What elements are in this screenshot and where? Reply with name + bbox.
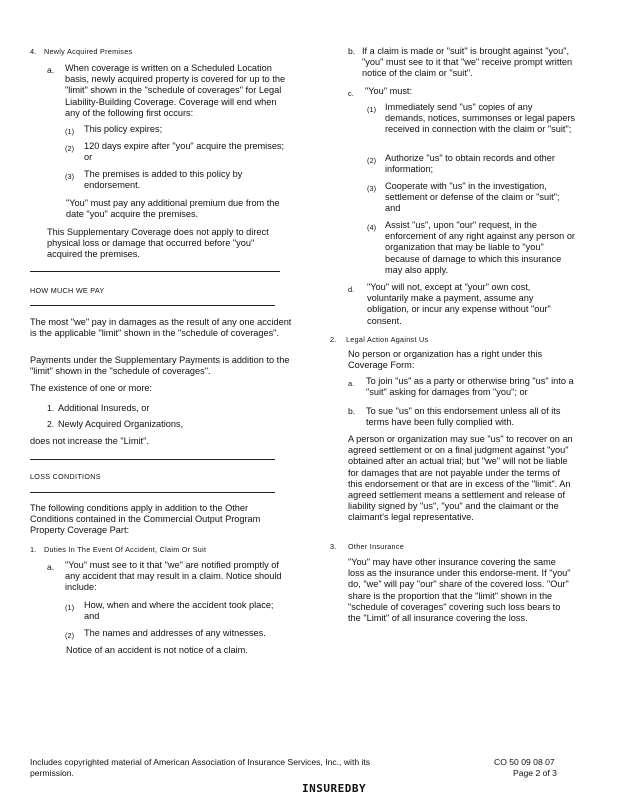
divider xyxy=(30,271,280,272)
paragraph: The following conditions apply in addition to the Other Conditions contained in the Commercial Output Program Property Coverage Part: xyxy=(30,503,261,536)
paragraph: To join "us" as a party or otherwise bring "us" into a "suit" asking for damages from "you"; or xyxy=(366,376,574,398)
paragraph: Assist "us", upon "our" request, in the enforcement of any right against any person or organization that may be liable to "you" because of damage to which this insurance may also apply. xyxy=(385,220,575,275)
item-marker: b. xyxy=(348,46,356,56)
item-marker: (1) xyxy=(367,105,377,114)
paragraph: Payments under the Supplementary Payments is addition to the "limit" shown in the "schedule of coverages". xyxy=(30,355,290,377)
paragraph: "You" will not, except at "your" own cost, voluntarily make a payment, assume any obligation, or incur any expense without "our" consent. xyxy=(367,282,551,326)
paragraph: The names and addresses of any witnesses. xyxy=(84,628,266,638)
paragraph: To sue "us" on this endorsement unless all of its terms have been fully complied with. xyxy=(366,406,561,428)
section-title: Legal Action Against Us xyxy=(346,335,429,344)
item-marker: (3) xyxy=(367,184,377,193)
item-marker: (1) xyxy=(65,603,75,612)
paragraph: "You" must pay any additional premium due from the date "you" acquire the premises. xyxy=(66,198,280,220)
section-title: Other Insurance xyxy=(348,542,405,551)
list-number: 1. xyxy=(47,403,55,413)
paragraph: This policy expires; xyxy=(84,124,163,134)
list-number: 2. xyxy=(47,419,55,429)
item-marker: (3) xyxy=(65,172,75,181)
divider xyxy=(30,305,275,306)
paragraph: Authorize "us" to obtain records and other information; xyxy=(385,153,555,175)
paragraph: Cooperate with "us" in the investigation, settlement or defense of the claim or "suit"; and xyxy=(385,181,560,214)
item-marker: c. xyxy=(348,89,354,98)
section-heading: HOW MUCH WE PAY xyxy=(30,286,105,295)
paragraph: 120 days expire after "you" acquire the premises; or xyxy=(84,141,285,163)
page-number: Page 2 of 3 xyxy=(513,768,557,778)
form-number: CO 50 09 08 07 xyxy=(494,757,555,767)
section-title: Newly Acquired Premises xyxy=(44,47,133,56)
paragraph: When coverage is written on a Scheduled Location basis, newly acquired property is covered for up to the "limit" shown in the "schedule of coverages" for Legal Liability-Building Coverage. Coverage will end when any of the following first occurs: xyxy=(65,63,286,118)
copyright-notice: Includes copyrighted material of American Association of Insurance Services, Inc., with its permission. xyxy=(30,757,371,778)
paragraph: How, when and where the accident took place; and xyxy=(84,600,274,622)
item-marker: (1) xyxy=(65,127,75,136)
item-marker: (2) xyxy=(65,631,75,640)
list-item: Additional Insureds, or xyxy=(58,403,150,413)
item-marker: a. xyxy=(348,379,355,388)
paragraph: "You" must: xyxy=(365,86,413,96)
item-marker: a. xyxy=(47,562,55,572)
paragraph: The most "we" pay in damages as the result of any one accident is the applicable "limit" shown in the "schedule of coverages". xyxy=(30,317,292,339)
section-number: 2. xyxy=(330,335,337,344)
paragraph: "You" must see to it that "we" are notified promptly of any accident that may result in a claim. Notice should include: xyxy=(65,560,282,593)
paragraph: A person or organization may sue "us" to recover on an agreed settlement or on a final judgment against "you" obtained after an actual trial; but "we" will not be liable for damages that are not payable under the terms of this endorsement or that are in excess of the "limit". An agreed settlement means a settlement and release of liability signed by "us", "you" and the claimant or the claimant's legal representative. xyxy=(348,434,573,523)
section-heading: LOSS CONDITIONS xyxy=(30,472,101,481)
paragraph: "You" may have other insurance covering the same loss as the insurance under this endorse-ment. If "you" do, "we" will pay "our" share of the covered loss. "Our" share is the proportion that the "limit" shown in the "schedule of coverages" covering such loss bears to the "Limit" of all insurance covering the loss. xyxy=(348,557,571,624)
item-marker: a. xyxy=(47,65,55,75)
item-marker: d. xyxy=(348,285,355,294)
paragraph: Notice of an accident is not notice of a claim. xyxy=(66,645,248,655)
paragraph: The premises is added to this policy by endorsement. xyxy=(84,169,243,191)
divider xyxy=(30,492,275,493)
item-marker: b. xyxy=(348,406,356,416)
section-number: 1. xyxy=(30,545,37,554)
section-number: 4. xyxy=(30,47,37,56)
paragraph: No person or organization has a right under this Coverage Form: xyxy=(348,349,543,371)
section-number: 3. xyxy=(330,542,337,551)
item-marker: (4) xyxy=(367,223,377,232)
list-item: Newly Acquired Organizations, xyxy=(58,419,184,429)
paragraph: Immediately send "us" copies of any demands, notices, summonses or legal papers received in connection with the claim or "suit"; xyxy=(385,102,575,135)
paragraph: If a claim is made or "suit" is brought against "you", "you" must see to it that "we" receive prompt written notice of the claim or "suit". xyxy=(362,46,573,79)
item-marker: (2) xyxy=(367,156,377,165)
item-marker: (2) xyxy=(65,144,75,153)
divider xyxy=(30,459,275,460)
paragraph: This Supplementary Coverage does not apply to direct physical loss or damage that occurred before "you" acquired the premises. xyxy=(47,227,269,260)
watermark-stamp: INSUREDBY xyxy=(302,782,367,795)
section-title: Duties In The Event Of Accident, Claim Or Suit xyxy=(44,545,207,554)
paragraph: The existence of one or more: xyxy=(30,383,153,393)
paragraph: does not increase the "Limit". xyxy=(30,436,149,446)
